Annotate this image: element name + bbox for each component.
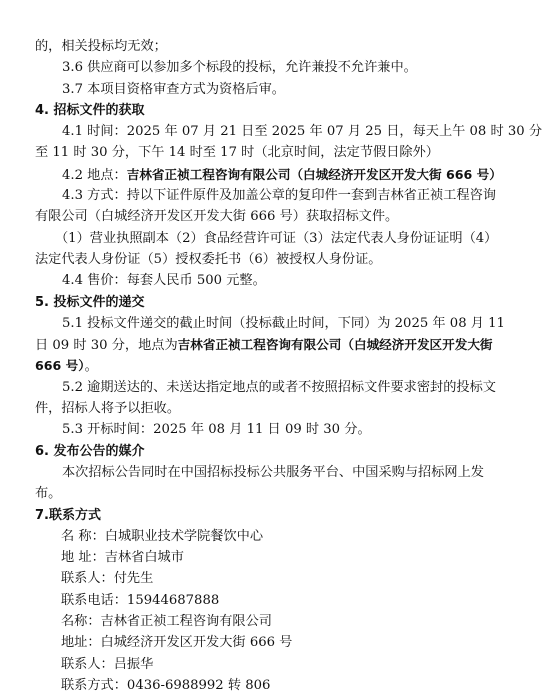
agent-contact-person: 联系人：吕振华 xyxy=(61,656,154,672)
agent-name: 名称：吉林省正祯工程咨询有限公司 xyxy=(61,614,272,630)
item-4-2-label: 4.2 地点： xyxy=(62,167,127,183)
item-5-1-line-1: 5.1 投标文件递交的截止时间（投标截止时间，下同）为 2025 年 08 月 11 xyxy=(62,315,505,331)
item-4-2-location: 吉林省正祯工程咨询有限公司（白城经济开发区开发大街 666 号） xyxy=(126,166,502,182)
item-5-1-line-3 xyxy=(35,355,525,376)
buyer-contact-person: 联系人：付先生 xyxy=(61,571,154,587)
buyer-name: 名 称：白城职业技术学院餐饮中心 xyxy=(61,528,264,544)
item-3-6: 3.6 供应商可以参加多个标段的投标，允许兼投不允许兼中。 xyxy=(62,60,417,76)
section-7-heading: 7.联系方式 xyxy=(35,507,101,523)
section-6-text-line-1: 本次招标公告同时在中国招标投标公共服务平台、中国采购与招标网上发 xyxy=(62,464,484,480)
item-5-3: 5.3 开标时间：2025 年 08 月 11 日 09 时 30 分。 xyxy=(62,422,371,438)
item-5-1-line-2 xyxy=(35,334,525,355)
tender-announcement xyxy=(35,36,543,696)
item-4-4: 4.4 售价：每套人民币 500 元整。 xyxy=(62,273,266,289)
item-4-2 xyxy=(35,164,525,185)
item-5-1-deadline: 日 09 时 30 分，地点为 xyxy=(35,338,178,354)
required-documents-line-1: （1）营业执照副本（2）食品经营许可证（3）法定代表人身份证证明（4） xyxy=(55,230,498,246)
item-5-2-line-2: 件，招标人将予以拒收。 xyxy=(35,401,181,417)
item-5-1-location: 吉林省正祯工程咨询有限公司（白城经济开发区开发大街 xyxy=(177,337,493,353)
item-5-2-line-1: 5.2 逾期送达的、未送达指定地点的或者不按照招标文件要求密封的投标文 xyxy=(62,379,496,395)
section-6-heading: 6. 发布公告的媒介 xyxy=(35,443,145,459)
item-4-1-line-2: 至 11 时 30 分，下午 14 时至 17 时（北京时间，法定节假日除外） xyxy=(35,145,439,161)
section-4-heading: 4. 招标文件的获取 xyxy=(35,102,145,118)
agent-phone: 联系方式：0436-6988992 转 806 xyxy=(61,677,271,693)
item-4-3-line-2: 有限公司（白城经济开发区开发大街 666 号）获取招标文件。 xyxy=(35,209,399,225)
buyer-phone: 联系电话：15944687888 xyxy=(61,592,220,608)
item-4-1-line-1: 4.1 时间：2025 年 07 月 21 日至 2025 年 07 月 25 日，每天上午 08 时 30 分 xyxy=(62,124,543,140)
item-5-1-location-cont: 666 号） xyxy=(35,358,85,374)
agent-address: 地址：白城经济开发区开发大街 666 号 xyxy=(61,635,293,651)
section-3-continuation: 的，相关投标均无效； xyxy=(35,39,167,54)
required-documents-line-2: 法定代表人身份证（5）授权委托书（6）被授权人身份证。 xyxy=(35,251,382,267)
buyer-address: 地 址：吉林省白城市 xyxy=(61,550,184,566)
section-6-text-line-2: 布。 xyxy=(35,486,62,502)
section-5-heading: 5. 投标文件的递交 xyxy=(35,294,145,310)
item-3-7: 3.7 本项目资格审查方式为资格后审。 xyxy=(62,81,285,97)
item-4-3-line-1: 4.3 方式：持以下证件原件及加盖公章的复印件一套到吉林省正祯工程咨询 xyxy=(62,188,496,204)
item-5-1-period: 。 xyxy=(84,359,98,375)
